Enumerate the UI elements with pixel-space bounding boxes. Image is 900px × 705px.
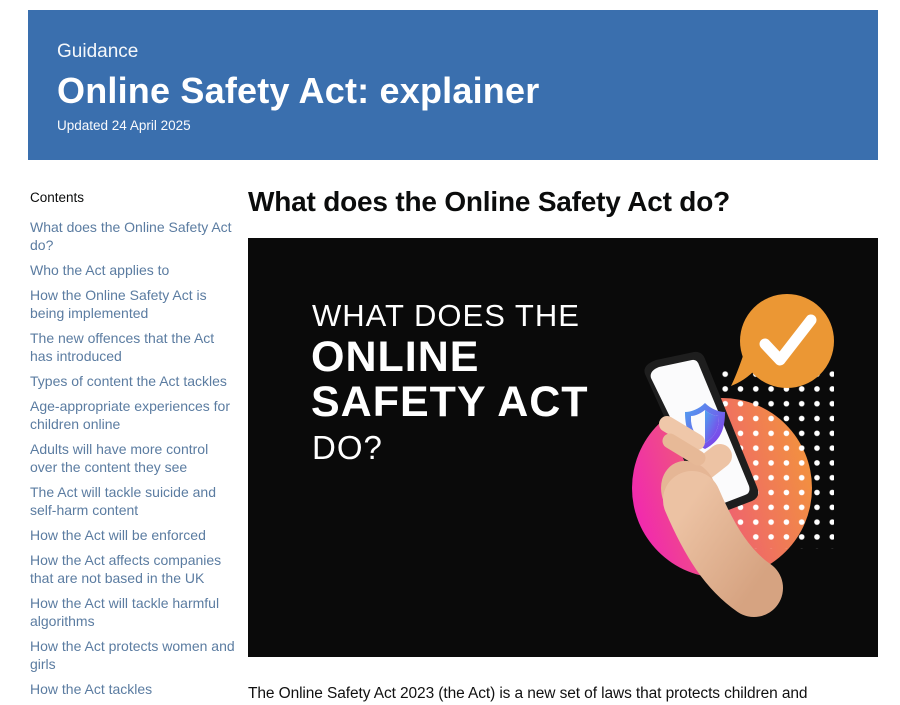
contents-heading: Contents xyxy=(30,190,85,205)
contents-link[interactable]: How the Act affects companies that are not based in the UK xyxy=(30,552,222,586)
contents-link[interactable]: How the Act will tackle harmful algorithms xyxy=(30,595,220,629)
contents-link[interactable]: How the Act tackles xyxy=(30,681,153,697)
svg-text:ONLINE: ONLINE xyxy=(311,333,480,381)
contents-link[interactable]: The new offences that the Act has introduced xyxy=(30,330,215,364)
contents-list xyxy=(30,218,237,698)
contents-link[interactable]: The Act will tackle suicide and self-harm content xyxy=(30,484,216,518)
guidance-banner xyxy=(28,10,878,160)
contents-link[interactable]: What does the Online Safety Act do? xyxy=(30,219,232,253)
svg-text:DO?: DO? xyxy=(312,429,383,466)
banner-kicker: Guidance xyxy=(57,41,139,62)
page-title: Online Safety Act: explainer xyxy=(57,70,540,111)
contents-link[interactable]: How the Act will be enforced xyxy=(30,527,206,543)
section-heading: What does the Online Safety Act do? xyxy=(248,186,731,217)
body-paragraph: The Online Safety Act 2023 (the Act) is a new set of laws that protects children and xyxy=(248,685,808,702)
contents-link[interactable]: Who the Act applies to xyxy=(30,262,170,278)
updated-date: Updated 24 April 2025 xyxy=(57,118,191,133)
svg-text:WHAT DOES THE: WHAT DOES THE xyxy=(312,298,580,333)
contents-link[interactable]: Adults will have more control over the content they see xyxy=(30,441,209,475)
contents-link[interactable]: Age-appropriate experiences for children online xyxy=(30,398,231,432)
svg-text:SAFETY ACT: SAFETY ACT xyxy=(311,378,589,426)
main-content xyxy=(248,185,880,704)
contents-sidebar xyxy=(30,189,237,705)
contents-link[interactable]: How the Act protects women and girls xyxy=(30,638,235,672)
contents-link[interactable]: Types of content the Act tackles xyxy=(30,373,227,389)
contents-link[interactable]: How the Online Safety Act is being implemented xyxy=(30,287,207,321)
online-safety-act-infographic xyxy=(248,238,878,657)
